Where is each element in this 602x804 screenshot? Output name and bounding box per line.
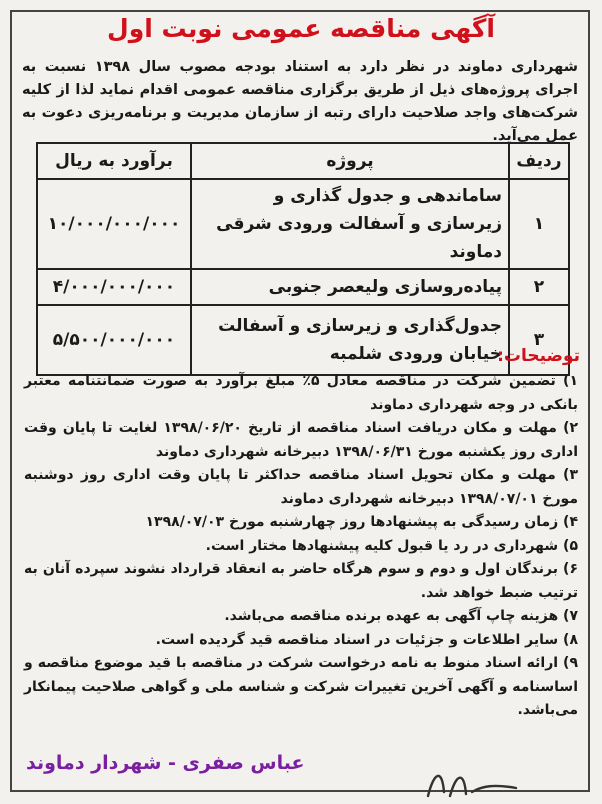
note-item: ۷) هزینه چاپ آگهی به عهده برنده مناقصه می‌باشد. [224,608,578,624]
note-item: ۱) تضمین شرکت در مناقصه معادل ۵٪ مبلغ برآورد به صورت ضمانتنامه معتبر بانکی در وجه شهرداری دماوند [24,373,578,413]
intro-paragraph: شهرداری دماوند در نظر دارد به استناد بودجه مصوب سال ۱۳۹۸ نسبت به اجرای پروژه‌های ذیل از طریق برگزاری مناقصه عمومی اقدام نماید لذا از کلیه شرکت‌های واجد صلاحیت دارای رتبه از سازمان مدیریت و برنامه‌ریزی دعوت به عمل می‌آید. [22,59,579,144]
note-item: ۶) برندگان اول و دوم و سوم هرگاه حاضر به انعقاد قرارداد نشوند سپرده آنان به ترتیب ضبط خواهد شد. [24,561,578,601]
row-estimate: ۱۰/۰۰۰/۰۰۰/۰۰۰ [37,179,191,269]
row-estimate: ۵/۵۰۰/۰۰۰/۰۰۰ [37,305,191,375]
row-project: ساماندهی و جدول گذاری و زیرسازی و آسفالت ورودی شرقی دماوند [191,179,509,269]
row-number: ۳ [509,305,569,375]
notice-title: آگهی مناقصه عمومی نوبت اول [107,14,495,43]
table-header-row [37,143,569,179]
note-item: ۵) شهرداری در رد یا قبول کلیه پیشنهادها مختار است. [205,537,578,554]
note-item: ۹) ارائه اسناد منوط به نامه درخواست شرکت در مناقصه با قید موضوع مناقصه و اساسنامه و آگهی آخرین تغییرات شرکت و شناسه ملی و گواهی صلاحیت پیمانکار می‌باشد. [24,655,578,718]
note-item: ۲) مهلت و مکان دریافت اسناد مناقصه از تاریخ ۱۳۹۸/۰۶/۲۰ لغایت تا پایان وقت اداری روز یکشنبه مورخ ۱۳۹۸/۰۶/۳۱ دبیرخانه شهرداری دماوند [24,420,579,460]
signature: عباس صفری - شهردار دماوند [26,752,305,774]
notes-title: توضیحات: [497,346,580,366]
note-item: ۳) مهلت و مکان تحویل اسناد مناقصه حداکثر تا پایان وقت اداری روز دوشنبه مورخ ۱۳۹۸/۰۷/۰۱ دبیرخانه شهرداری دماوند [24,467,578,507]
notes-list [24,370,578,723]
row-estimate: ۴/۰۰۰/۰۰۰/۰۰۰ [37,269,191,305]
table-row [37,179,569,269]
header-project: پروژه [191,143,509,179]
row-number: ۲ [509,269,569,305]
row-project: جدول‌گذاری و زیرسازی و آسفالت خیابان ورودی شلمبه [191,305,509,375]
note-item: ۸) سایر اطلاعات و جزئیات در اسناد مناقصه قید گردیده است. [155,631,578,648]
table-row [37,305,569,375]
header-row-number: ردیف [509,143,569,179]
row-project: پیاده‌روسازی ولیعصر جنوبی [191,269,509,305]
projects-table [36,142,570,376]
table-row [37,269,569,305]
note-item: ۴) زمان رسیدگی به پیشنهادها روز چهارشنبه مورخ ۱۳۹۸/۰۷/۰۳ [145,514,578,530]
header-estimate: برآورد به ریال [37,143,191,179]
handwritten-mark-icon [420,762,530,802]
row-number: ۱ [509,179,569,269]
